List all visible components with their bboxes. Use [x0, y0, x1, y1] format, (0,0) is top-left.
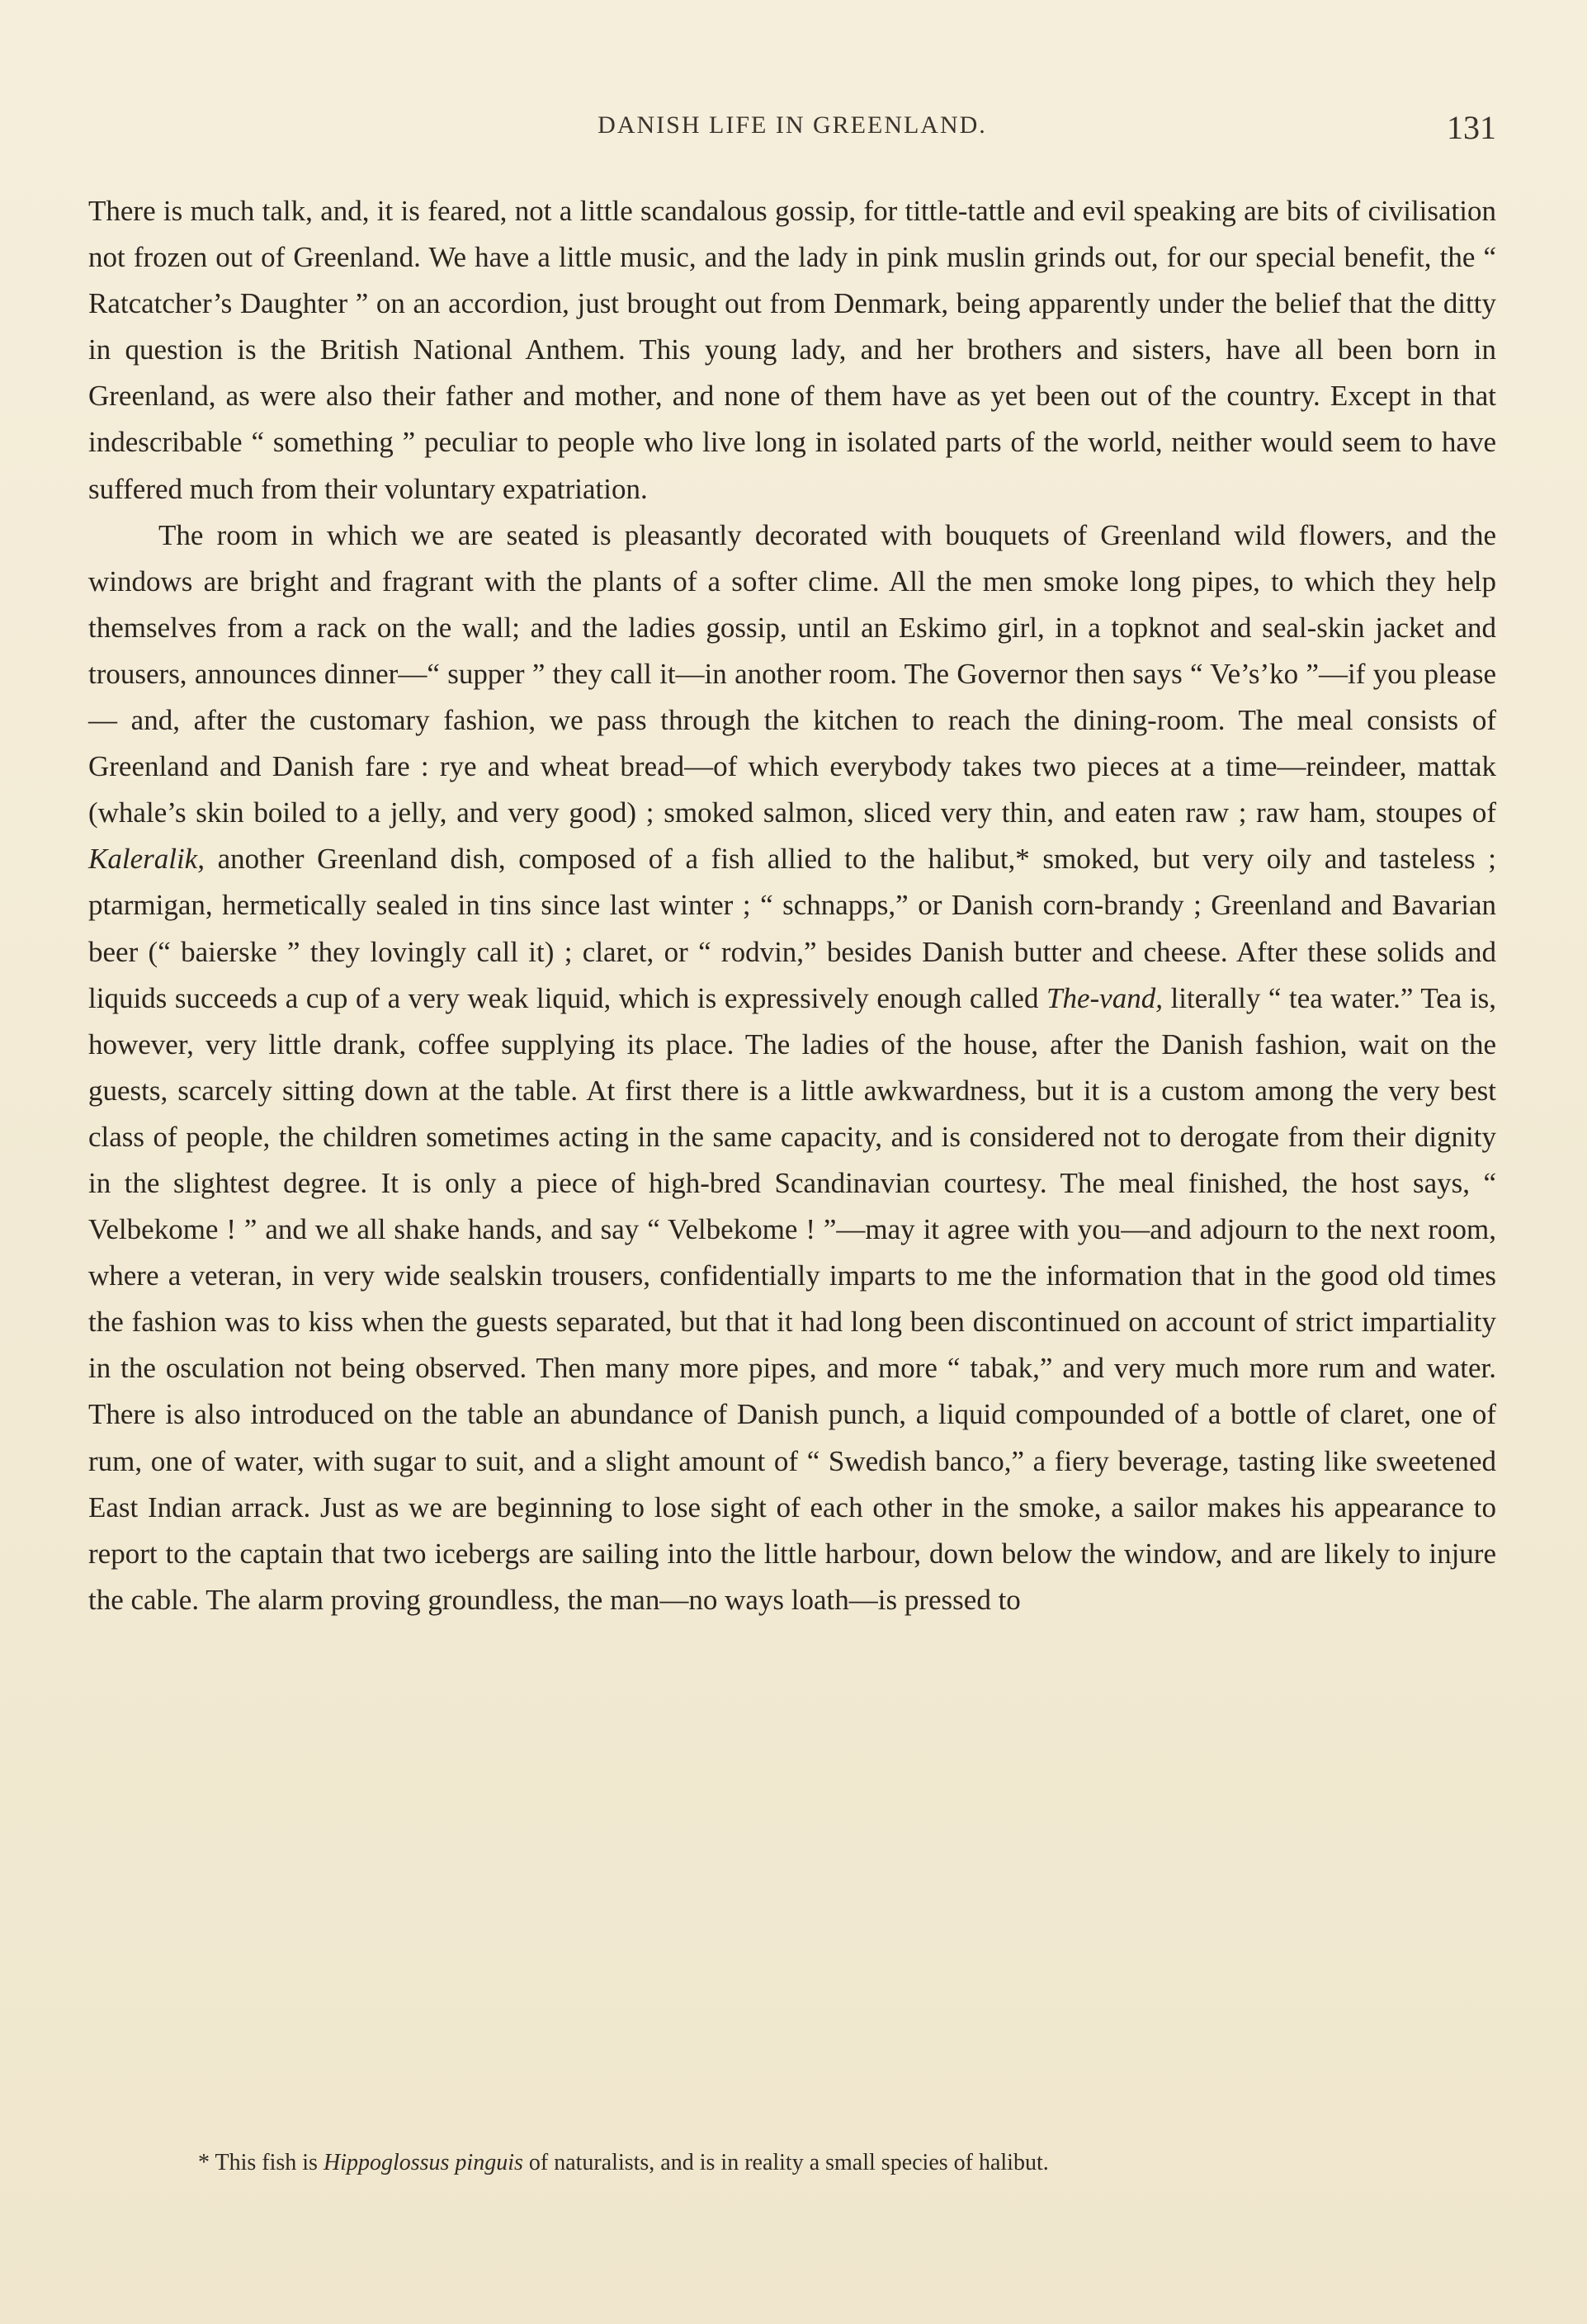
- footnote-suffix: of naturalists, and is in reality a small species of halibut.: [522, 2150, 1049, 2175]
- footnote-prefix: * This fish is: [198, 2150, 324, 2175]
- paragraph-text: There is much talk, and, it is feared, not a little scandalous gossip, for tittle-tattle and evil speaking are bits of civilisation not frozen out of Greenland. We have a little music, and the lady in pink muslin grinds out, for our special benefit, the “ Ratcatcher’s Daughter ” on an accordion, just brought out from Denmark, being apparently under the belief that the ditty in question is the British National Anthem. This young lady, and her brothers and sisters, have all been born in Greenland, as were also their father and mother, and none of them have as yet been out of the country. Except in that indescribable “ something ” peculiar to people who live long in isolated parts of the world, neither would seem to have suffered much from their voluntary expatriation.: [88, 195, 1496, 505]
- paragraph-text: literally “ tea water.” Tea is, however, very little drank, coffee supplying its place. The ladies of the house, after the Danish fashion, wait on the guests, scarcely sitting down at the table. At first there is a little awkwardness, but it is a custom among the very best class of people, the children sometimes acting in the same capacity, and is considered not to derogate from their dignity in the slightest degree. It is only a piece of high-bred Scandinavian courtesy. The meal finished, the host says, “ Velbekome ! ” and we all shake hands, and say “ Velbekome ! ”—may it agree with you—and adjourn to the next room, where a veteran, in very wide sealskin trousers, confidentially imparts to me the information that in the good old times the fashion was to kiss when the guests separated, but that it had long been discontinued on account of strict impartiality in the osculation not being observed. Then many more pipes, and more “ tabak,” and very much more rum and water. There is also introduced on the table an abundance of Danish punch, a liquid compounded of a bottle of claret, one of rum, one of water, with sugar to suit, and a slight amount of “ Swedish banco,” a fiery beverage, tasting like sweetened East Indian arrack. Just as we are beginning to lose sight of each other in the smoke, a sailor makes his appearance to report to the captain that two icebergs are sailing into the little harbour, down below the window, and are likely to injure the cable. The alarm proving groundless, the man—no ways loath—is pressed to: [88, 981, 1496, 1616]
- italic-term-kaleralik: Kaleralik,: [88, 843, 205, 876]
- body-text: [88, 188, 1496, 1623]
- running-title: DANISH LIFE IN GREENLAND.: [597, 111, 987, 139]
- paragraph-text: another Greenland dish, composed of a fish allied to the halibut,* smoked, but very oily and tasteless ; ptarmigan, hermetically sealed in tins since last winter ; “ schnapps,” or Danish corn-brandy ; Greenland and Bavarian beer (“ baierske ” they lovingly call it) ; claret, or “ rodvin,” besides Danish butter and cheese. After these solids and liquids succeeds a cup of a very weak liquid, which is expressively enough called: [88, 843, 1496, 1014]
- page-number: 131: [1447, 109, 1496, 146]
- running-head: [88, 111, 1496, 153]
- footnote: [198, 2150, 1419, 2176]
- footnote-species-name: Hippoglossus pinguis: [323, 2150, 523, 2175]
- italic-term-the-vand: The-vand,: [1046, 981, 1163, 1014]
- paragraph-1: [88, 188, 1496, 513]
- paragraph-2: [88, 513, 1496, 1623]
- paragraph-text: The room in which we are seated is pleasantly decorated with bouquets of Greenland wild flowers, and the windows are bright and fragrant with the plants of a softer clime. All the men smoke long pipes, to which they help themselves from a rack on the wall; and the ladies gossip, until an Eskimo girl, in a topknot and seal-skin jacket and trousers, announces dinner—“ supper ” they call it—in another room. The Governor then says “ Ve’s’ko ”—if you please — and, after the customary fashion, we pass through the kitchen to reach the dining-room. The meal consists of Greenland and Danish fare : rye and wheat bread—of which everybody takes two pieces at a time—reindeer, mattak (whale’s skin boiled to a jelly, and very good) ; smoked salmon, sliced very thin, and eaten raw ; raw ham, stoupes of: [88, 518, 1496, 829]
